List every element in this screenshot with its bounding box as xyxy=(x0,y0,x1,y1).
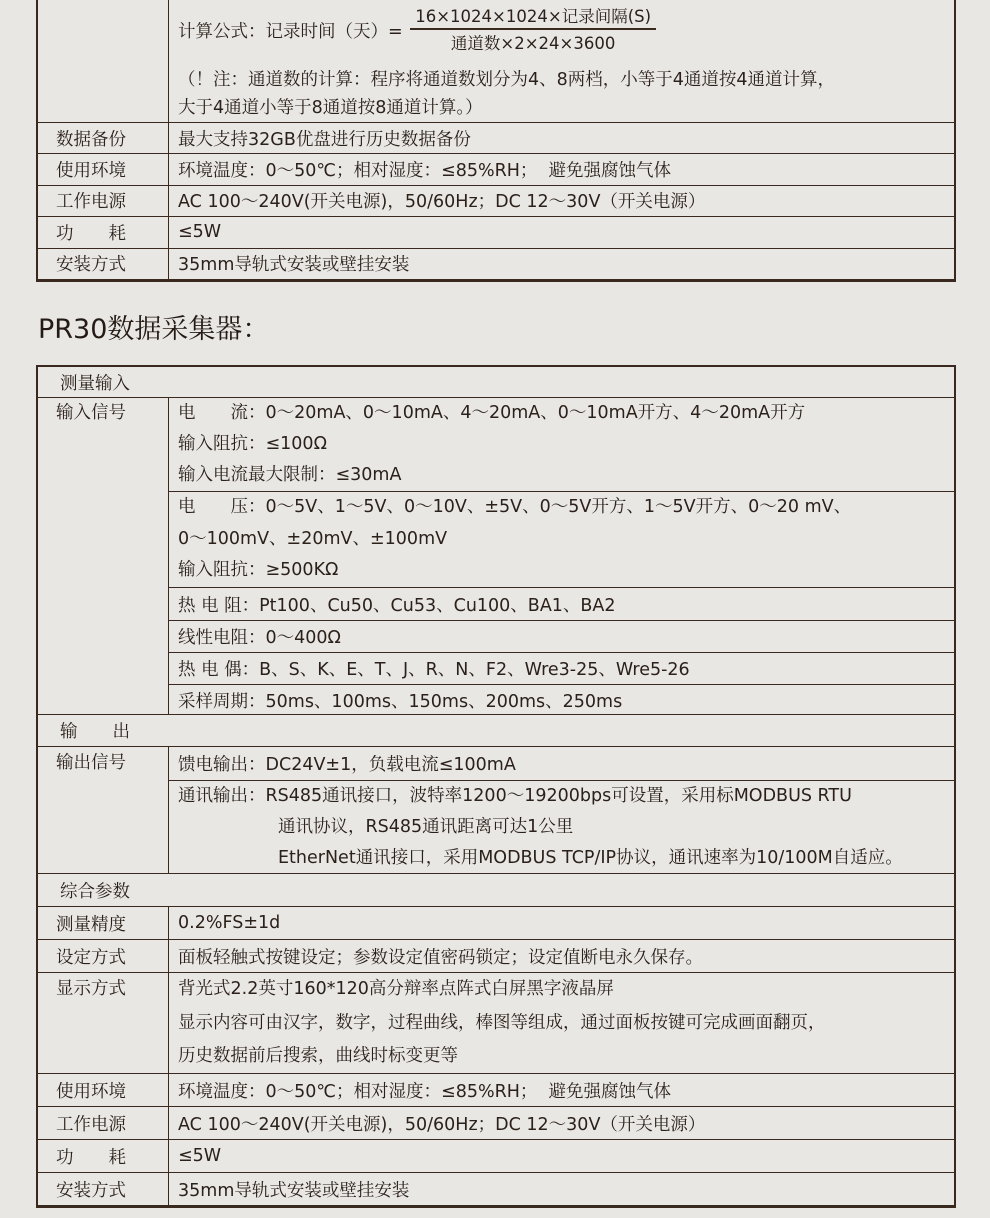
row-environment xyxy=(38,153,954,184)
fraction-numerator: 16×1024×1024×记录间隔(S) xyxy=(410,4,656,30)
row-power-consumption xyxy=(38,216,954,247)
row-output-signal xyxy=(38,746,954,873)
row-data-backup xyxy=(38,122,954,153)
formula-note-line: 大于4通道小等于8通道按8通道计算。） xyxy=(178,98,483,118)
section-title: 测量输入 xyxy=(60,373,130,394)
row-value: 最大支持32GB优盘进行历史数据备份 xyxy=(178,129,471,150)
row-environment-pr30 xyxy=(38,1073,954,1106)
row-display-method xyxy=(38,972,954,1073)
output-signal-body xyxy=(169,747,954,873)
row-power-supply xyxy=(38,185,954,216)
row-label: 工作电源 xyxy=(38,186,169,216)
subrow-communication xyxy=(169,780,954,873)
subrow-power-feed xyxy=(169,747,954,780)
formula-cell xyxy=(169,0,954,122)
row-accuracy xyxy=(38,906,954,939)
row-label: 数据备份 xyxy=(38,123,169,153)
row-value: 面板轻触式按键设定；参数设定值密码锁定；设定值断电永久保存。 xyxy=(178,947,703,968)
subrow-rtd xyxy=(169,587,954,620)
row-value: 35mm导轨式安装或壁挂安装 xyxy=(178,255,410,276)
row-value: AC 100～240V(开关电源)，50/60Hz；DC 12～30V（开关电源） xyxy=(178,192,706,213)
formula-note-line: （！注：通道数的计算：程序将通道数划分为4、8两档，小等于4通道按4通道计算， xyxy=(178,70,836,90)
row-value: ≤5W xyxy=(178,1146,222,1166)
row-label: 使用环境 xyxy=(38,154,169,184)
spec-line: 电 流：0～20mA、0～10mA、4～20mA、0～10mA开方、4～20mA开方 xyxy=(178,403,806,423)
row-label: 使用环境 xyxy=(38,1074,169,1106)
spec-line: 电 压：0～5V、1～5V、0～10V、±5V、0～5V开方、1～5V开方、0～20 mV、 xyxy=(178,497,852,517)
subrow-current xyxy=(169,398,954,491)
spec-line: 热 电 阻：Pt100、Cu50、Cu53、Cu100、BA1、BA2 xyxy=(178,595,616,616)
row-label xyxy=(38,398,169,714)
spec-line: 历史数据前后搜索，曲线时标变更等 xyxy=(178,1046,458,1066)
spec-line: 通讯协议，RS485通讯距离可达1公里 xyxy=(278,817,574,837)
row-setting-method xyxy=(38,939,954,972)
record-time-formula xyxy=(178,0,954,56)
spec-line: 输入阻抗：≤100Ω xyxy=(178,434,327,454)
spec-line: 线性电阻：0～400Ω xyxy=(178,628,341,648)
row-label-text: 输入信号 xyxy=(56,403,126,423)
input-signal-body xyxy=(169,398,954,714)
spec-line: 0～100mV、±20mV、±100mV xyxy=(178,528,448,549)
row-mounting-pr30 xyxy=(38,1172,954,1205)
spec-line: 馈电输出：DC24V±1，负载电流≤100mA xyxy=(178,755,516,775)
row-label xyxy=(38,747,169,873)
spec-table-top xyxy=(36,0,956,282)
formula-prefix: 计算公式：记录时间（天）= xyxy=(178,21,409,42)
section-title: 输 出 xyxy=(60,722,130,742)
row-label xyxy=(38,973,169,1073)
spec-line: EtherNet通讯接口，采用MODBUS TCP/IP协议，通讯速率为10/100M自适应。 xyxy=(278,848,903,868)
row-label-text: 输出信号 xyxy=(56,753,126,773)
spec-line: 输入电流最大限制：≤30mA xyxy=(178,465,402,485)
row-label-empty xyxy=(38,0,169,122)
row-value: 环境温度：0～50℃；相对湿度：≤85%RH； 避免强腐蚀气体 xyxy=(178,1081,672,1102)
spec-line: 通讯输出：RS485通讯接口，波特率1200～19200bps可设置，采用标MODBUS RTU xyxy=(178,786,852,806)
section-measure-input xyxy=(38,367,954,397)
subrow-linear-resistance xyxy=(169,620,954,652)
row-mounting xyxy=(38,248,954,279)
row-value: 0.2%FS±1d xyxy=(178,913,281,933)
subrow-voltage xyxy=(169,491,954,587)
formula-fraction xyxy=(410,4,656,56)
row-value: ≤5W xyxy=(178,222,222,243)
section-output xyxy=(38,714,954,746)
row-label: 安装方式 xyxy=(38,249,169,279)
row-label: 测量精度 xyxy=(38,907,169,939)
subrow-thermocouple xyxy=(169,652,954,684)
section-general-params xyxy=(38,873,954,906)
page-title: PR30数据采集器： xyxy=(38,314,270,345)
spec-table-pr30 xyxy=(36,365,956,1208)
row-value: 35mm导轨式安装或壁挂安装 xyxy=(178,1180,410,1201)
row-label: 工作电源 xyxy=(38,1107,169,1139)
subrow-sampling-period xyxy=(169,684,954,714)
row-label: 设定方式 xyxy=(38,940,169,972)
row-input-signal xyxy=(38,397,954,714)
spec-line: 采样周期：50ms、100ms、150ms、200ms、250ms xyxy=(178,691,623,712)
row-value: AC 100～240V(开关电源)，50/60Hz；DC 12～30V（开关电源） xyxy=(178,1114,706,1135)
spec-line: 背光式2.2英寸160*120高分辩率点阵式白屏黑字液晶屏 xyxy=(178,979,614,999)
row-label: 功 耗 xyxy=(38,1140,169,1172)
row-label-text: 显示方式 xyxy=(56,979,126,999)
section-title: 综合参数 xyxy=(60,881,130,902)
spec-line: 显示内容可由汉字，数字，过程曲线，棒图等组成，通过面板按键可完成画面翻页， xyxy=(178,1012,826,1033)
spec-line: 热 电 偶：B、S、K、E、T、J、R、N、F2、Wre3-25、Wre5-26 xyxy=(178,660,690,680)
row-label: 安装方式 xyxy=(38,1173,169,1205)
fraction-denominator: 通道数×2×24×3600 xyxy=(450,34,616,53)
display-method-body xyxy=(169,973,954,1073)
row-label: 功 耗 xyxy=(38,217,169,247)
row-power-supply-pr30 xyxy=(38,1106,954,1139)
row-record-time-formula xyxy=(38,0,954,122)
spec-line: 输入阻抗：≥500KΩ xyxy=(178,560,339,580)
row-value: 环境温度：0～50℃；相对湿度：≤85%RH； 避免强腐蚀气体 xyxy=(178,161,672,182)
row-power-consumption-pr30 xyxy=(38,1139,954,1172)
